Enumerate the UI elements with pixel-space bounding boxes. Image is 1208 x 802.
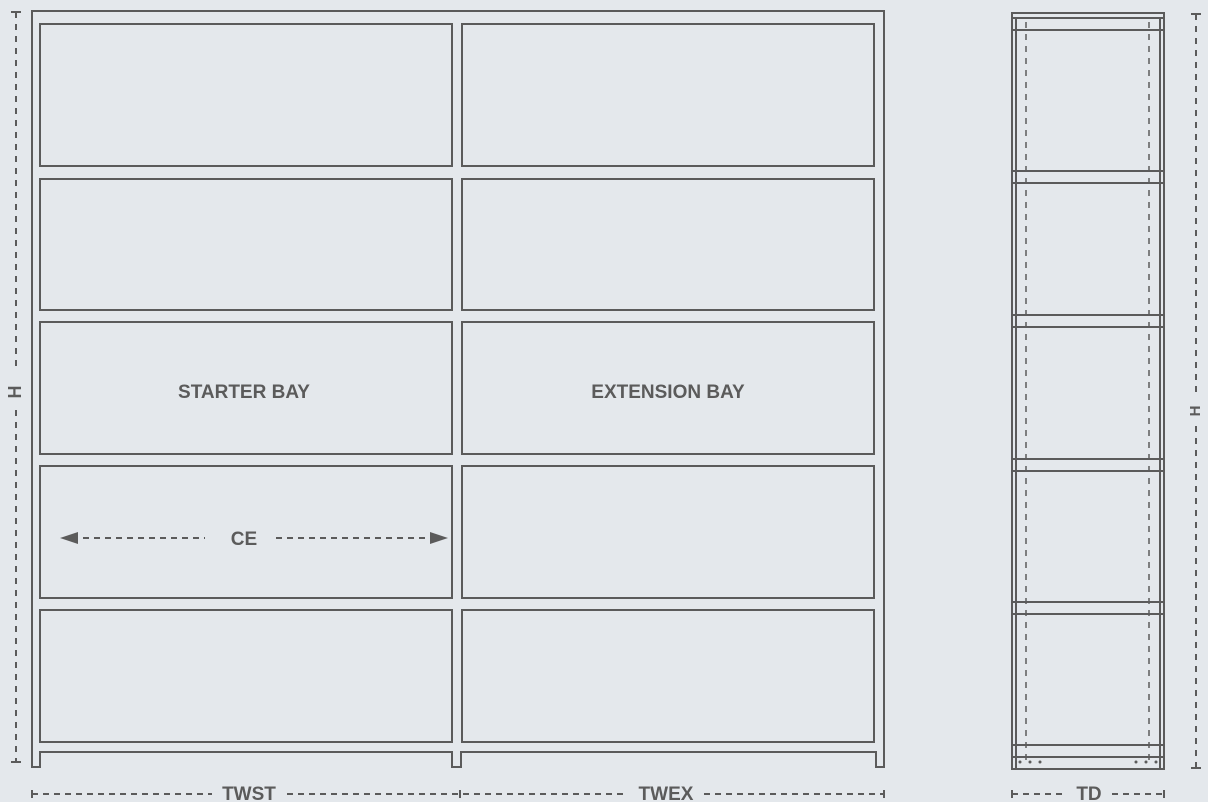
clear-entry-label: CE [230,529,258,550]
front-elevation [32,11,884,767]
arrow-right-icon [430,532,448,544]
width-dimension [32,790,884,798]
extension-panel-5 [462,610,874,742]
side-shelf-2 [1012,171,1164,183]
side-elevation [1012,13,1164,769]
extension-width-label: TWEX [638,784,694,802]
starter-panel-5 [40,610,452,742]
front-frame [32,11,884,767]
depth-label: TD [1076,784,1102,802]
extension-bay-label: EXTENSION BAY [591,382,745,403]
extension-panel-4 [462,466,874,598]
extension-panel-2 [462,179,874,310]
side-shelf-4 [1012,459,1164,471]
side-rivets [1019,761,1158,764]
clear-entry-dimension [60,529,448,550]
height-label: H [4,385,25,399]
side-height-label: H [1186,405,1204,417]
side-frame [1012,13,1164,769]
side-shelf-5 [1012,602,1164,614]
starter-panel-2 [40,179,452,310]
starter-panel-1 [40,24,452,166]
arrow-left-icon [60,532,78,544]
side-shelf-1 [1012,18,1164,30]
extension-panel-1 [462,24,874,166]
starter-bay-label: STARTER BAY [178,382,310,403]
side-shelf-6 [1012,745,1164,757]
side-height-dimension [1191,14,1201,768]
starter-width-label: TWST [222,784,276,802]
side-shelf-3 [1012,315,1164,327]
